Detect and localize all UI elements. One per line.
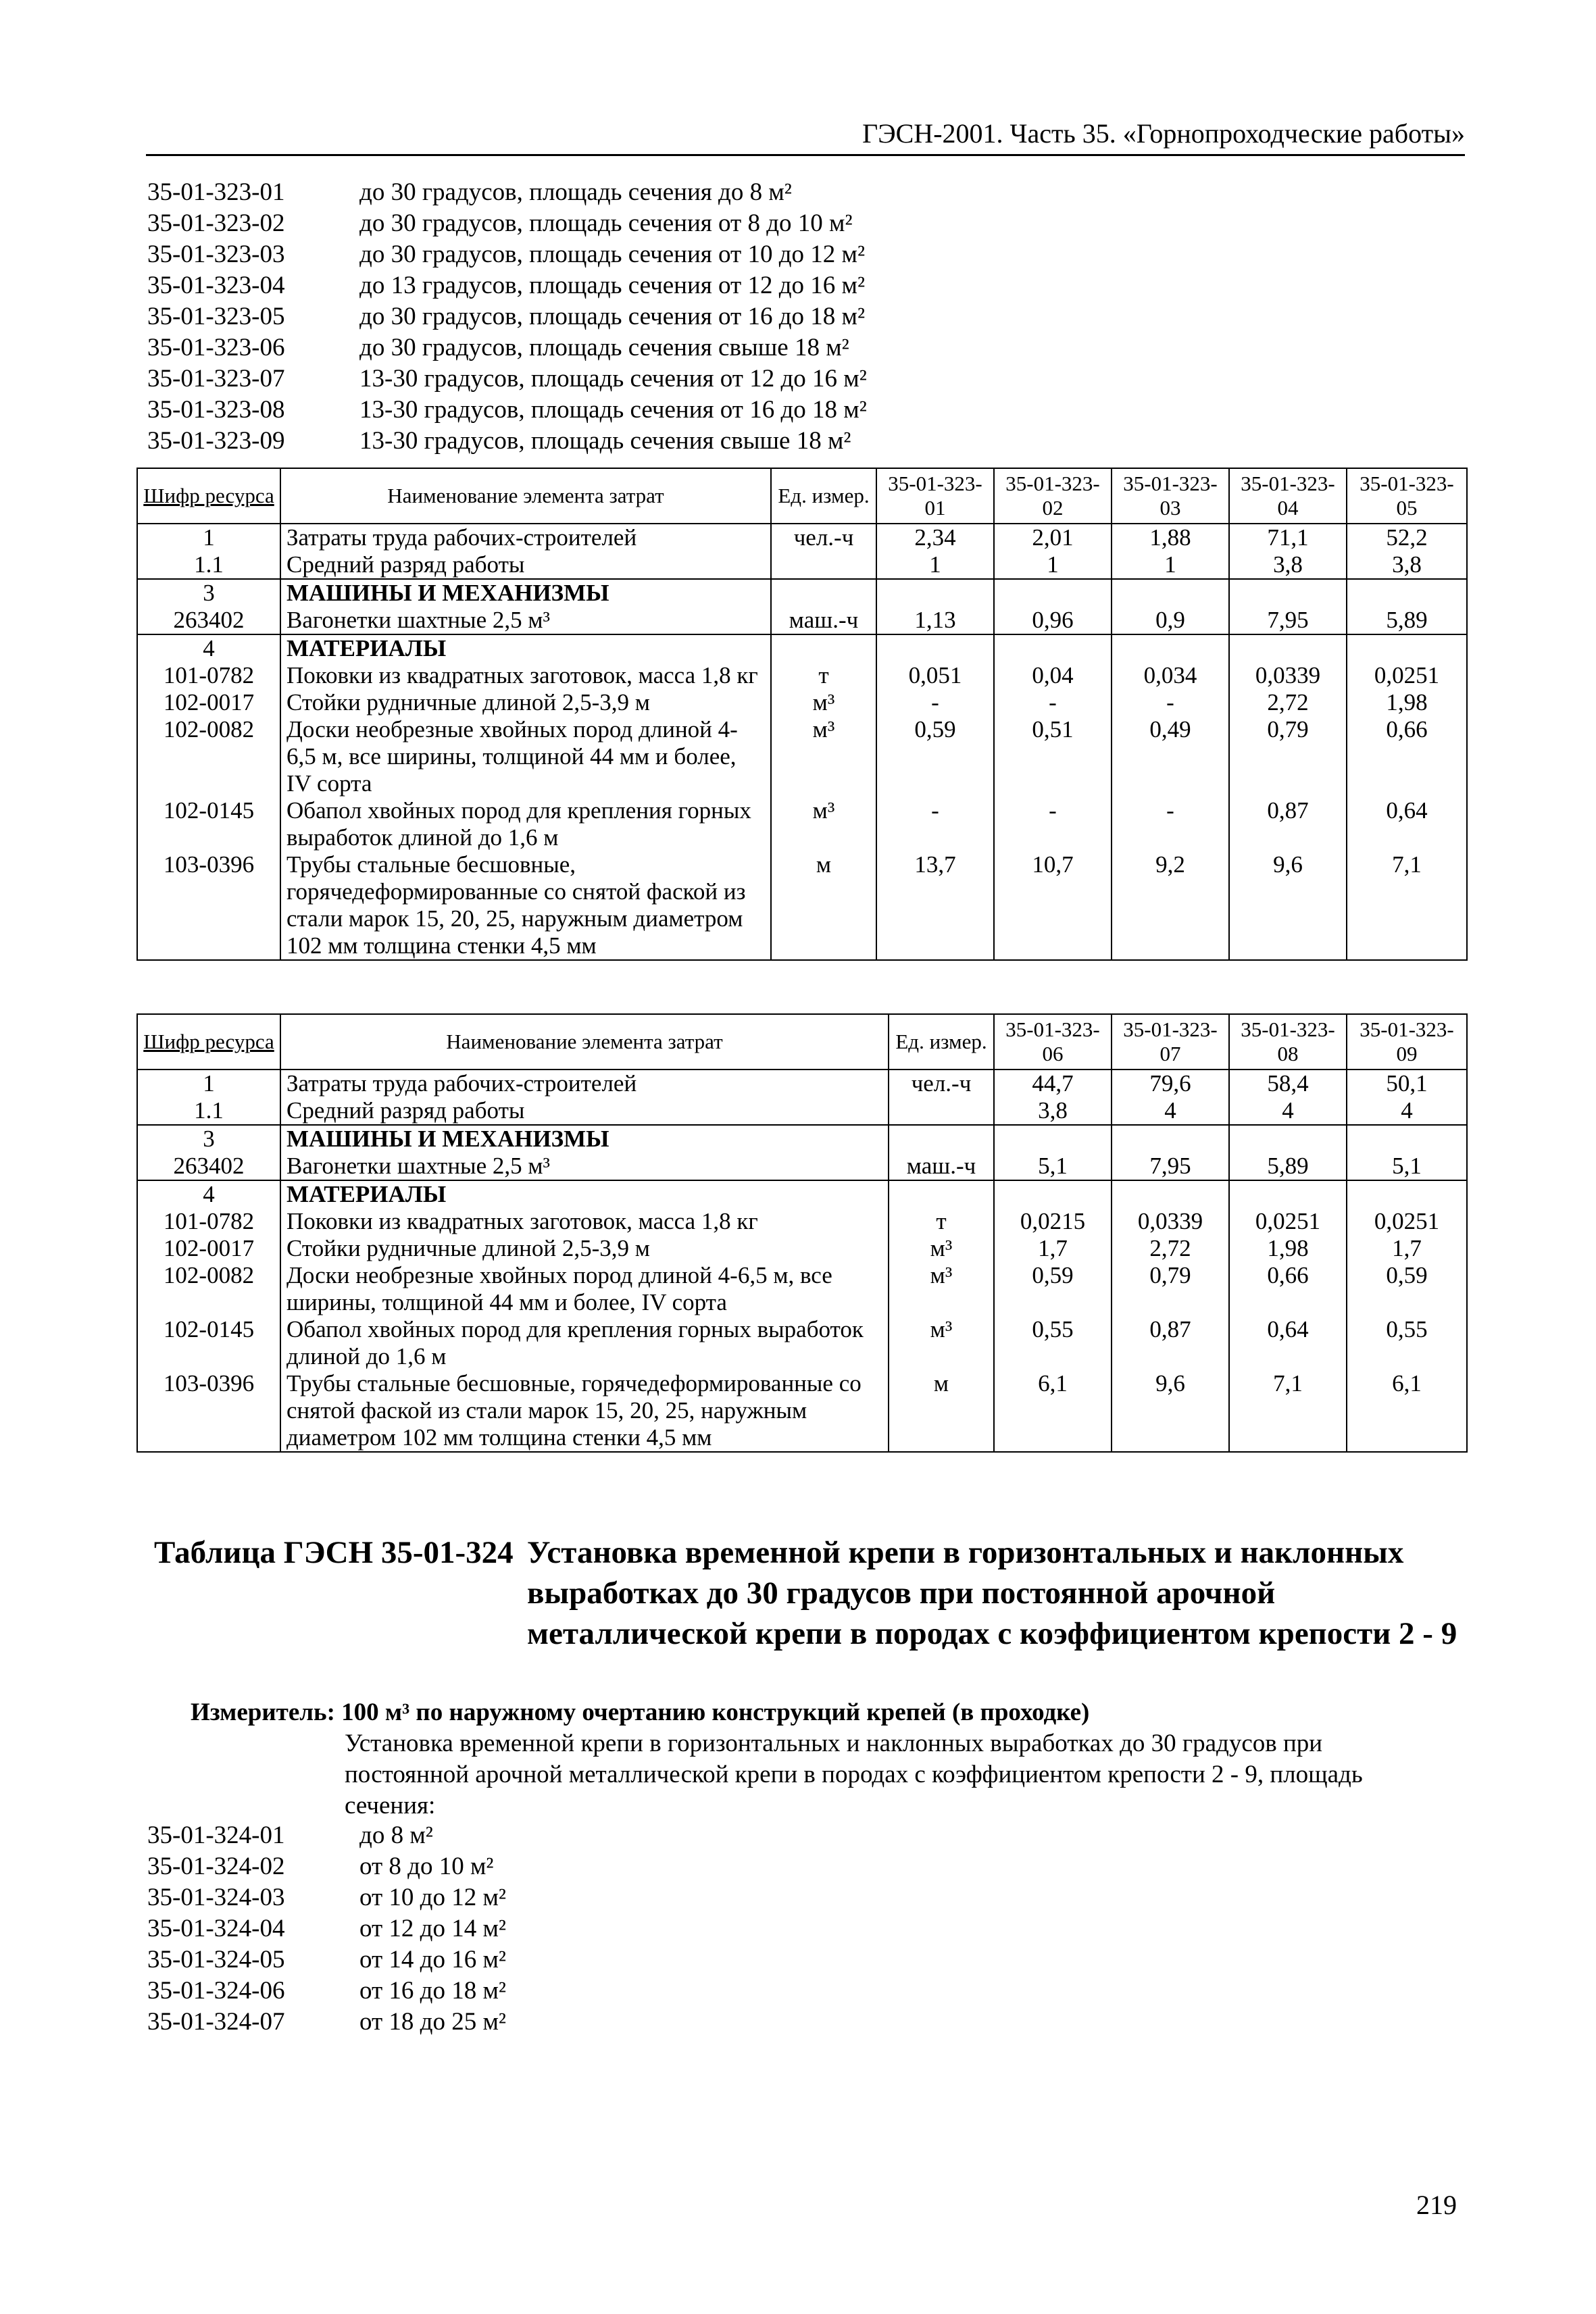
col-header-norm: 35-01-323-03 (1112, 468, 1229, 524)
cell-code: 4 (137, 634, 280, 662)
cell-name: Затраты труда рабочих-строителей (280, 524, 771, 551)
resource-table-323-01-05 (136, 468, 1468, 961)
cell-unit (889, 1125, 994, 1153)
cell-value: 0,55 (1347, 1316, 1467, 1370)
cell-value: 0,49 (1112, 716, 1229, 797)
cell-value: 50,1 (1347, 1070, 1467, 1097)
cell-value: 0,0339 (1112, 1208, 1229, 1235)
table-row (137, 1180, 1467, 1208)
col-header-norm: 35-01-323-04 (1229, 468, 1347, 524)
cell-name: Вагонетки шахтные 2,5 м³ (280, 1153, 889, 1180)
cell-value: 0,59 (876, 716, 994, 797)
cell-unit: м³ (771, 716, 876, 797)
cell-code: 103-0396 (137, 851, 280, 960)
col-header-norm: 35-01-323-02 (994, 468, 1112, 524)
cell-value (994, 1125, 1112, 1153)
list-item (147, 270, 867, 301)
cell-name: Затраты труда рабочих-строителей (280, 1070, 889, 1097)
cell-value: 0,59 (1347, 1262, 1467, 1316)
cell-unit (889, 1180, 994, 1208)
cell-value (1112, 634, 1229, 662)
cell-unit: м (889, 1370, 994, 1452)
cell-value: - (1112, 689, 1229, 716)
cell-value: 5,89 (1229, 1153, 1347, 1180)
cell-code: 1 (137, 524, 280, 551)
cell-value: 0,0251 (1347, 662, 1467, 689)
col-header-code: Шифр ресурса (137, 468, 280, 524)
page-number: 219 (1416, 2190, 1457, 2220)
list-item (147, 395, 867, 426)
cell-value: 4 (1347, 1097, 1467, 1125)
cell-value: 5,1 (1347, 1153, 1467, 1180)
col-header-name: Наименование элемента затрат (280, 468, 771, 524)
list-code: 35-01-323-05 (147, 303, 285, 330)
list-code: 35-01-323-04 (147, 272, 285, 299)
table-row (137, 689, 1467, 716)
table-row (137, 716, 1467, 797)
cell-name: Поковки из квадратных заготовок, масса 1,8 кг (280, 662, 771, 689)
table-row (137, 1370, 1467, 1452)
cell-value (1347, 579, 1467, 607)
cell-code: 4 (137, 1180, 280, 1208)
cell-value: 3,8 (994, 1097, 1112, 1125)
cell-value: 2,01 (994, 524, 1112, 551)
cell-unit: м³ (889, 1316, 994, 1370)
list-code: 35-01-324-03 (147, 1884, 285, 1911)
cell-value (876, 634, 994, 662)
list-code: 35-01-323-08 (147, 396, 285, 424)
cell-unit: м³ (771, 689, 876, 716)
cell-name: Обапол хвойных пород для крепления горных выработок длиной до 1,6 м (280, 1316, 889, 1370)
table-row (137, 524, 1467, 551)
cell-value: 7,1 (1347, 851, 1467, 960)
code-list-324 (147, 1820, 506, 2038)
table-row (137, 851, 1467, 960)
cell-value: 4 (1229, 1097, 1347, 1125)
cell-value: 71,1 (1229, 524, 1347, 551)
cell-name: Средний разряд работы (280, 551, 771, 579)
cell-code: 102-0145 (137, 797, 280, 851)
table-row (137, 1125, 1467, 1153)
col-header-norm: 35-01-323-07 (1112, 1014, 1229, 1070)
table-row (137, 1153, 1467, 1180)
cell-value: 0,9 (1112, 607, 1229, 634)
cell-value: 0,04 (994, 662, 1112, 689)
cell-unit: т (889, 1208, 994, 1235)
col-header-norm: 35-01-323-05 (1347, 468, 1467, 524)
list-item (147, 1851, 506, 1882)
list-item (147, 1913, 506, 1944)
table-row (137, 662, 1467, 689)
list-text: от 8 до 10 м² (359, 1853, 494, 1880)
cell-value: - (994, 689, 1112, 716)
list-item (147, 332, 867, 363)
col-header-code: Шифр ресурса (137, 1014, 280, 1070)
cell-value: 0,59 (994, 1262, 1112, 1316)
cell-code: 102-0145 (137, 1316, 280, 1370)
list-item (147, 177, 867, 208)
cell-unit: чел.-ч (889, 1070, 994, 1097)
list-code: 35-01-323-06 (147, 334, 285, 361)
cell-value: - (1112, 797, 1229, 851)
cell-value (1347, 1125, 1467, 1153)
cell-value (994, 634, 1112, 662)
section-description: Установка временной крепи в горизонтальных и наклонных выработках до 30 градусов при постоянной арочной металлической крепи в породах с коэффициентом крепости 2 - 9, площадь сечения: (345, 1730, 1363, 1819)
cell-unit: чел.-ч (771, 524, 876, 551)
cell-value: 1 (994, 551, 1112, 579)
list-text: до 30 градусов, площадь сечения до 8 м² (359, 178, 792, 206)
cell-value: 0,96 (994, 607, 1112, 634)
cell-value: 0,66 (1229, 1262, 1347, 1316)
list-code: 35-01-323-02 (147, 209, 285, 237)
section-title (154, 1532, 1478, 1654)
cell-value: 6,1 (994, 1370, 1112, 1452)
cell-value: 0,79 (1112, 1262, 1229, 1316)
list-code: 35-01-323-01 (147, 178, 285, 206)
table-row (137, 1097, 1467, 1125)
cell-code: 263402 (137, 607, 280, 634)
cell-code: 1 (137, 1070, 280, 1097)
list-code: 35-01-324-04 (147, 1915, 285, 1942)
running-header: ГЭСН-2001. Часть 35. «Горнопроходческие работы» (146, 119, 1465, 156)
code-list-323 (147, 177, 867, 457)
cell-unit: т (771, 662, 876, 689)
cell-name: Обапол хвойных пород для крепления горных выработок длиной до 1,6 м (280, 797, 771, 851)
list-text: до 30 градусов, площадь сечения от 8 до 10 м² (359, 209, 853, 237)
list-item (147, 426, 867, 457)
cell-value: 1,88 (1112, 524, 1229, 551)
cell-value: 0,79 (1229, 716, 1347, 797)
cell-value: 1,98 (1347, 689, 1467, 716)
col-header-norm: 35-01-323-01 (876, 468, 994, 524)
cell-value: 10,7 (994, 851, 1112, 960)
cell-value: 9,2 (1112, 851, 1229, 960)
cell-value: 5,1 (994, 1153, 1112, 1180)
cell-value: 0,66 (1347, 716, 1467, 797)
cell-value (1347, 634, 1467, 662)
table-row (137, 1262, 1467, 1316)
cell-value (1347, 1180, 1467, 1208)
cell-value: 1,98 (1229, 1235, 1347, 1262)
cell-unit: м³ (889, 1235, 994, 1262)
resource-table-323-06-09 (136, 1013, 1468, 1453)
cell-value: 3,8 (1229, 551, 1347, 579)
cell-unit: маш.-ч (889, 1153, 994, 1180)
cell-value: 0,51 (994, 716, 1112, 797)
cell-value: 1,7 (994, 1235, 1112, 1262)
cell-name: МАШИНЫ И МЕХАНИЗМЫ (280, 1125, 889, 1153)
cell-unit: м³ (889, 1262, 994, 1316)
list-item (147, 1820, 506, 1851)
table-row (137, 1208, 1467, 1235)
list-text: 13-30 градусов, площадь сечения от 12 до 16 м² (359, 365, 867, 393)
cell-value: 79,6 (1112, 1070, 1229, 1097)
cell-value: 44,7 (994, 1070, 1112, 1097)
cell-value (1112, 1180, 1229, 1208)
cell-value: 7,95 (1112, 1153, 1229, 1180)
table-row (137, 1316, 1467, 1370)
cell-value: 0,034 (1112, 662, 1229, 689)
cell-value: 0,051 (876, 662, 994, 689)
cell-value (1229, 634, 1347, 662)
list-text: от 14 до 16 м² (359, 1946, 507, 1973)
list-item (147, 1882, 506, 1913)
cell-unit (771, 551, 876, 579)
list-text: до 8 м² (359, 1821, 433, 1849)
cell-code: 3 (137, 579, 280, 607)
list-text: до 30 градусов, площадь сечения от 16 до 18 м² (359, 303, 866, 330)
cell-code: 102-0017 (137, 689, 280, 716)
cell-code: 102-0082 (137, 1262, 280, 1316)
list-code: 35-01-323-03 (147, 241, 285, 268)
list-code: 35-01-324-06 (147, 1977, 285, 2005)
table-row (137, 607, 1467, 634)
cell-value: 7,1 (1229, 1370, 1347, 1452)
cell-value: 0,64 (1229, 1316, 1347, 1370)
list-code: 35-01-323-09 (147, 427, 285, 455)
cell-value: 2,72 (1112, 1235, 1229, 1262)
list-text: 13-30 градусов, площадь сечения от 16 до 18 м² (359, 396, 867, 424)
list-text: до 13 градусов, площадь сечения от 12 до 16 м² (359, 272, 866, 299)
table-row (137, 579, 1467, 607)
table-row (137, 551, 1467, 579)
cell-name: МАШИНЫ И МЕХАНИЗМЫ (280, 579, 771, 607)
list-text: от 12 до 14 м² (359, 1915, 507, 1942)
cell-value: 1 (1112, 551, 1229, 579)
cell-name: МАТЕРИАЛЫ (280, 634, 771, 662)
cell-value: 9,6 (1112, 1370, 1229, 1452)
col-header-norm: 35-01-323-09 (1347, 1014, 1467, 1070)
list-text: до 30 градусов, площадь сечения от 10 до 12 м² (359, 241, 866, 268)
cell-value: - (994, 797, 1112, 851)
list-item (147, 1976, 506, 2007)
cell-value (876, 579, 994, 607)
cell-value: 0,87 (1112, 1316, 1229, 1370)
cell-name: Вагонетки шахтные 2,5 м³ (280, 607, 771, 634)
cell-code: 3 (137, 1125, 280, 1153)
list-code: 35-01-323-07 (147, 365, 285, 393)
list-text: от 16 до 18 м² (359, 1977, 507, 2005)
list-code: 35-01-324-07 (147, 2008, 285, 2036)
cell-unit (771, 579, 876, 607)
col-header-norm: 35-01-323-08 (1229, 1014, 1347, 1070)
meter-label: Измеритель: (191, 1699, 335, 1726)
cell-value: - (876, 689, 994, 716)
cell-value: 1,13 (876, 607, 994, 634)
list-item (147, 301, 867, 332)
cell-value: 6,1 (1347, 1370, 1467, 1452)
cell-value (1229, 1125, 1347, 1153)
list-item (147, 208, 867, 239)
meter-line (191, 1697, 1089, 1728)
cell-value: 9,6 (1229, 851, 1347, 960)
cell-value: 0,55 (994, 1316, 1112, 1370)
cell-name: Трубы стальные бесшовные, горячедеформированные со снятой фаской из стали марок 15, 20, 25, наружным диаметром 102 мм толщина стенки 4,5 мм (280, 851, 771, 960)
cell-value (1112, 579, 1229, 607)
table-id: Таблица ГЭСН 35-01-324 (154, 1535, 514, 1570)
cell-unit: маш.-ч (771, 607, 876, 634)
list-text: от 10 до 12 м² (359, 1884, 507, 1911)
cell-value: 0,0251 (1347, 1208, 1467, 1235)
cell-value: 58,4 (1229, 1070, 1347, 1097)
cell-name: МАТЕРИАЛЫ (280, 1180, 889, 1208)
cell-code: 102-0082 (137, 716, 280, 797)
cell-value: 0,64 (1347, 797, 1467, 851)
cell-value: 1,7 (1347, 1235, 1467, 1262)
cell-value (994, 579, 1112, 607)
cell-value: 2,34 (876, 524, 994, 551)
cell-value: 5,89 (1347, 607, 1467, 634)
cell-name: Стойки рудничные длиной 2,5-3,9 м (280, 1235, 889, 1262)
cell-value (1229, 579, 1347, 607)
list-code: 35-01-324-02 (147, 1853, 285, 1880)
cell-code: 102-0017 (137, 1235, 280, 1262)
cell-value: 52,2 (1347, 524, 1467, 551)
cell-code: 103-0396 (137, 1370, 280, 1452)
table-row (137, 1235, 1467, 1262)
cell-value: 0,0339 (1229, 662, 1347, 689)
cell-name: Стойки рудничные длиной 2,5-3,9 м (280, 689, 771, 716)
cell-name: Трубы стальные бесшовные, горячедеформированные со снятой фаской из стали марок 15, 20, 25, наружным диаметром 102 мм толщина стенки 4,5 мм (280, 1370, 889, 1452)
cell-value: 4 (1112, 1097, 1229, 1125)
cell-value (994, 1180, 1112, 1208)
cell-value: 0,87 (1229, 797, 1347, 851)
cell-value: 7,95 (1229, 607, 1347, 634)
cell-value: 2,72 (1229, 689, 1347, 716)
col-header-unit: Ед. измер. (889, 1014, 994, 1070)
meter-text: 100 м³ по наружному очертанию конструкций крепей (в проходке) (341, 1699, 1090, 1726)
table-caption: Установка временной крепи в горизонтальных и наклонных выработках до 30 градусов при постоянной арочной металлической крепи в породах с коэффициентом крепости 2 - 9 (527, 1535, 1457, 1651)
cell-name: Доски необрезные хвойных пород длиной 4-6,5 м, все ширины, толщиной 44 мм и более, IV сорта (280, 716, 771, 797)
cell-code: 1.1 (137, 1097, 280, 1125)
list-item (147, 239, 867, 270)
cell-unit: м³ (771, 797, 876, 851)
cell-code: 1.1 (137, 551, 280, 579)
table-row (137, 797, 1467, 851)
list-code: 35-01-324-01 (147, 1821, 285, 1849)
cell-value (1229, 1180, 1347, 1208)
list-text: от 18 до 25 м² (359, 2008, 507, 2036)
col-header-norm: 35-01-323-06 (994, 1014, 1112, 1070)
cell-value: 3,8 (1347, 551, 1467, 579)
list-text: 13-30 градусов, площадь сечения свыше 18 м² (359, 427, 851, 455)
cell-value: 0,0215 (994, 1208, 1112, 1235)
cell-value: 0,0251 (1229, 1208, 1347, 1235)
cell-unit (771, 634, 876, 662)
list-item (147, 2007, 506, 2038)
list-code: 35-01-324-05 (147, 1946, 285, 1973)
list-item (147, 1944, 506, 1976)
col-header-unit: Ед. измер. (771, 468, 876, 524)
table-row (137, 634, 1467, 662)
cell-unit: м (771, 851, 876, 960)
col-header-name: Наименование элемента затрат (280, 1014, 889, 1070)
cell-name: Доски необрезные хвойных пород длиной 4-6,5 м, все ширины, толщиной 44 мм и более, IV сорта (280, 1262, 889, 1316)
table-row (137, 1070, 1467, 1097)
cell-name: Средний разряд работы (280, 1097, 889, 1125)
cell-unit (889, 1097, 994, 1125)
cell-code: 101-0782 (137, 1208, 280, 1235)
cell-value (1112, 1125, 1229, 1153)
list-item (147, 363, 867, 395)
cell-value: - (876, 797, 994, 851)
cell-code: 101-0782 (137, 662, 280, 689)
cell-value: 13,7 (876, 851, 994, 960)
cell-value: 1 (876, 551, 994, 579)
cell-code: 263402 (137, 1153, 280, 1180)
cell-name: Поковки из квадратных заготовок, масса 1,8 кг (280, 1208, 889, 1235)
list-text: до 30 градусов, площадь сечения свыше 18 м² (359, 334, 849, 361)
